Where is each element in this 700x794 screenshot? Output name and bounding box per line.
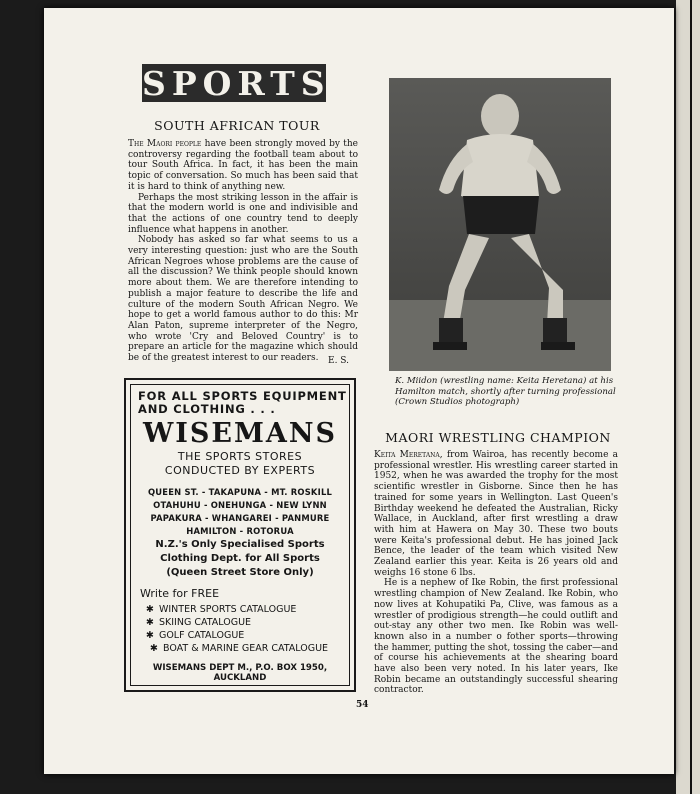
ad-note-line: N.Z.'s Only Specialised Sports: [155, 539, 325, 550]
star-icon: ✱: [150, 643, 158, 654]
ad-catalogue-item: [150, 643, 328, 654]
ad-location-line: PAPAKURA - WHANGAREI - PANMURE: [150, 513, 330, 523]
ad-catalogue-label: BOAT & MARINE GEAR CATALOGUE: [162, 643, 329, 654]
ad-location-line: HAMILTON - ROTORUA: [186, 526, 294, 536]
article-south-african-tour: [128, 139, 358, 364]
ad-catalogue-label: SKIING CATALOGUE: [158, 617, 252, 628]
wisemans-advertisement: [124, 378, 356, 692]
star-icon: ✱: [146, 630, 154, 641]
article-paragraph: Nobody has asked so far what seems to us a very interesting question: just who are the South African Negroes whose problems are the cause of all the discussion? We think people should known more about them. We are therefore intending to publish a major feature to describe the life and culture of the modern South African Negro. We hope to get a world famous author to do this: Mr Alan Paton, supreme interpreter of the Negro, who wrote 'Cry and Beloved Country' is to prepare an article for the magazine which should be of the greatest interest to our readers.: [128, 235, 358, 364]
ad-footer: [126, 663, 354, 683]
ad-headline: FOR ALL SPORTS EQUIPMENT AND CLOTHING . . .: [138, 389, 347, 416]
page-fold: [690, 0, 692, 794]
article-lead: The Maori people: [128, 139, 202, 149]
article-paragraph: Perhaps the most striking lesson in the affair is that the modern world is one and indivisible and that the actions of one country tend to deeply influence what happens in another.: [128, 192, 358, 235]
wrestler-photo: [389, 78, 611, 371]
ad-location-line: QUEEN ST. - TAKAPUNA - MT. ROSKILL: [147, 487, 333, 497]
article-paragraph: , from Wairoa, has recently become a professional wrestler. His wrestling career started in 1952, when he was awarded the trophy for the most scientific wrestler in Gisborne. Since then he has trained for some years in Wellington. Last Queen's Birthday weekend he defeated the Australian, Ricky Wallace, in Auckland, after first wrestling a draw with him at Hawera on May 30. These two bouts were Keita's professional debut. He has joined Jack Bence, the leader of the team which visited New Zealand earlier this year. Keita is 26 years old and weighs 16 stone 6 lbs.: [374, 450, 618, 578]
ad-catalogue-label: GOLF CATALOGUE: [158, 630, 245, 641]
magazine-page: [44, 8, 674, 774]
ad-footer-line: AUCKLAND: [213, 673, 267, 683]
article-lead: Keita Meretana: [374, 450, 440, 460]
ad-footer-line: WISEMANS DEPT M., P.O. BOX 1950,: [152, 663, 328, 673]
star-icon: ✱: [146, 617, 154, 628]
ad-subtitle: THE SPORTS STORES: [177, 450, 303, 463]
article-title-south-african-tour: SOUTH AFRICAN TOUR: [154, 118, 320, 133]
ad-write-line: Write for FREE: [140, 587, 220, 600]
adjacent-page-edge: [676, 0, 700, 794]
ad-location-line: OTAHUHU - ONEHUNGA - NEW LYNN: [153, 500, 327, 510]
photo-caption: K. Miidon (wrestling name: Keita Heretana) at his Hamilton match, shortly after turning professional (Crown Studios photograph): [395, 376, 616, 407]
article-wrestling-champion: [374, 450, 618, 696]
wrestler-photo-illustration: [389, 78, 611, 371]
author-signature: E. S.: [328, 356, 349, 366]
ad-subtitle: CONDUCTED BY EXPERTS: [164, 464, 316, 477]
article-paragraph: He is a nephew of Ike Robin, the first professional wrestling champion of New Zealand. Ike Robin, who now lives at Kohupatiki Pa, Clive, was famous as a wrestler of prodigious strength—he could outlift and out-stay any other two men. Ike Robin was well-known also in a number o fother sports—throwing the hammer, putting the shot, tossing the caber—and of course his achievements at the shearing board have also been very noted. In his later years, Ike Robin became an outstandingly successful shearing contractor.: [374, 578, 618, 696]
ad-note-line: Clothing Dept. for All Sports: [160, 553, 320, 564]
article-title-wrestling-champion: MAORI WRESTLING CHAMPION: [385, 430, 611, 445]
ad-catalogue-item: [146, 617, 251, 628]
page-number: 54: [356, 700, 369, 710]
ad-brand: WISEMANS: [142, 418, 338, 449]
ad-catalogue-label: WINTER SPORTS CATALOGUE: [158, 604, 297, 615]
ad-catalogue-item: [146, 604, 296, 615]
article-paragraph: have been strongly moved by the controversy regarding the football team about to tour South Africa. In fact, it has been the main topic of conversation. So much has been said that it is hard to think of anything new.: [128, 139, 358, 192]
ad-note: [126, 538, 354, 580]
ad-note-line: (Queen Street Store Only): [166, 567, 314, 578]
ad-catalogue-item: [146, 630, 244, 641]
sports-banner: SPORTS: [142, 64, 331, 103]
star-icon: ✱: [146, 604, 154, 615]
